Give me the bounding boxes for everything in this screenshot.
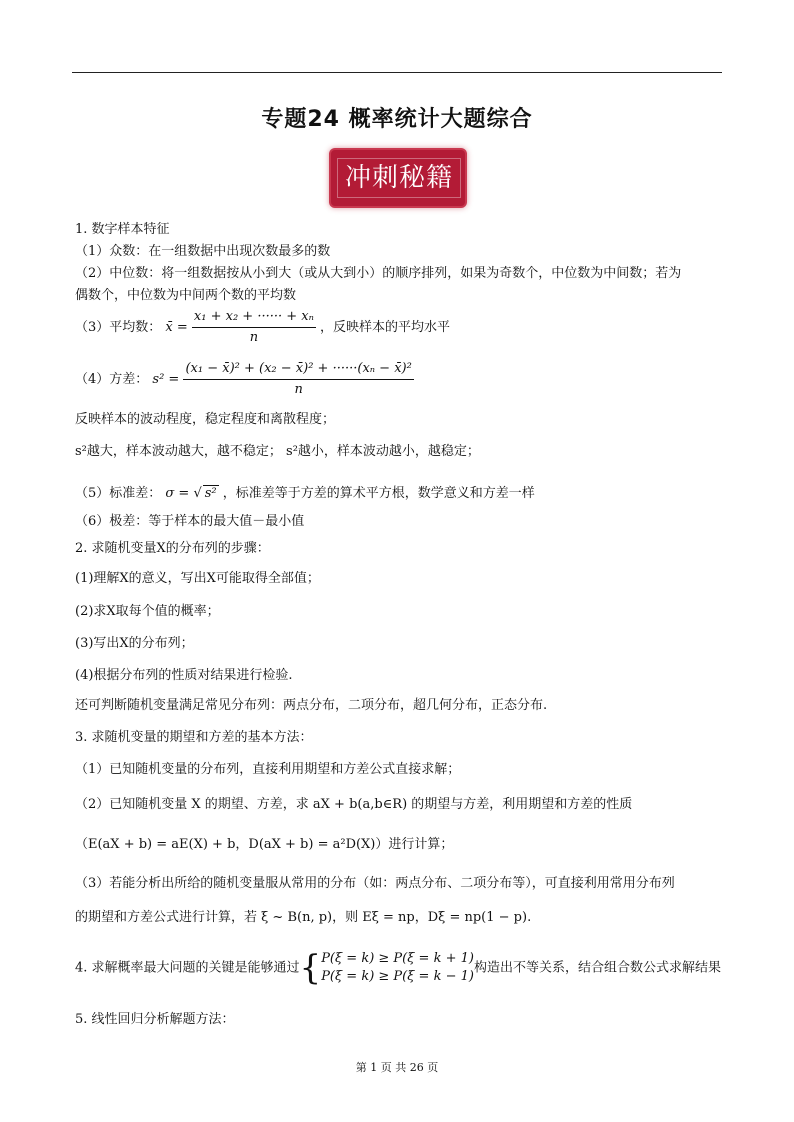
method-3-line-2: 的期望和方差公式进行计算，若 ξ ~ B(n, p)，则 Eξ = np，Dξ = np(1 − p).	[75, 910, 532, 925]
method-2-line-1: （2）已知随机变量 X 的期望、方差，求 aX + b(a,b∈R) 的期望与方差，利用期望和方差的性质	[75, 797, 633, 812]
variance-numerator: (x₁ − x̄)² + (x₂ − x̄)² + ······(xₙ − x̄)²	[183, 360, 413, 380]
distribution-note: 还可判断随机变量满足常见分布列：两点分布，二项分布，超几何分布，正态分布.	[75, 698, 548, 713]
variance-formula-line	[75, 360, 414, 399]
page-footer: 第 1 页 共 26 页	[355, 1061, 439, 1074]
method-3-line-1: （3）若能分析出所给的随机变量服从常用的分布（如：两点分布、二项分布等），可直接利用常用分布列	[75, 876, 675, 891]
header-rule	[72, 72, 722, 73]
mean-label: （3）平均数：	[75, 320, 162, 335]
mode-line: （1）众数：在一组数据中出现次数最多的数	[75, 244, 331, 259]
std-line	[75, 485, 535, 502]
inequality-row-1: P(ξ = k) ≥ P(ξ = k + 1)	[321, 951, 474, 966]
std-label: （5）标准差：	[75, 486, 162, 501]
mean-lhs: x̄ =	[165, 320, 188, 335]
step-2: (2)求X取每个值的概率；	[75, 604, 220, 619]
page-title: 专题24 概率统计大题综合	[261, 107, 533, 132]
median-line-1: （2）中位数：将一组数据按从小到大（或从大到小）的顺序排列，如果为奇数个，中位数为中间数；若为	[75, 266, 682, 281]
median-line-2: 偶数个，中位数为中间两个数的平均数	[75, 288, 297, 303]
step-4: (4)根据分布列的性质对结果进行检验.	[75, 668, 293, 683]
section-4-line	[75, 950, 721, 986]
variance-compare-line	[75, 444, 480, 460]
variance-label: （4）方差：	[75, 372, 149, 387]
section-3-heading: 3. 求随机变量的期望和方差的基本方法：	[75, 730, 313, 745]
section-4-tail: 构造出不等关系，结合组合数公式求解结果	[473, 960, 721, 976]
variance-denominator: n	[294, 382, 303, 397]
section-1-heading: 1. 数字样本特征	[75, 222, 170, 237]
mean-denominator: n	[249, 330, 259, 345]
stamp-text: 冲刺秘籍	[337, 158, 461, 198]
variance-small: s²越小，样本波动越小，越稳定；	[286, 444, 480, 459]
mean-formula-line	[75, 308, 450, 347]
std-tail: ，标准差等于方差的算术平方根，数学意义和方差一样	[222, 486, 535, 501]
variance-note: 反映样本的波动程度，稳定程度和离散程度；	[75, 412, 336, 427]
std-lhs: σ = √	[165, 486, 202, 501]
variance-fraction	[183, 360, 413, 399]
brace-symbol: {	[299, 948, 322, 988]
title-stamp	[331, 150, 465, 206]
mean-numerator: x₁ + x₂ + ······ + xₙ	[192, 308, 316, 328]
inequality-system	[321, 950, 474, 986]
section-2-heading: 2. 求随机变量X的分布列的步骤：	[75, 541, 270, 556]
method-2-line-2: （E(aX + b) = aE(X) + b，D(aX + b) = a²D(X)）进行计算；	[75, 837, 454, 852]
section-5-heading: 5. 线性回归分析解题方法：	[75, 1012, 235, 1027]
variance-lhs: s² =	[152, 372, 180, 387]
step-1: (1)理解X的意义，写出X可能取得全部值；	[75, 571, 320, 586]
section-4-lead: 4. 求解概率最大问题的关键是能够通过	[75, 960, 300, 976]
mean-fraction	[192, 308, 316, 347]
range-line: （6）极差：等于样本的最大值－最小值	[75, 514, 305, 529]
std-radicand: s²	[204, 486, 217, 501]
method-1: （1）已知随机变量的分布列，直接利用期望和方差公式直接求解；	[75, 762, 461, 777]
mean-tail: ，反映样本的平均水平	[320, 320, 451, 335]
step-3: (3)写出X的分布列；	[75, 636, 194, 651]
variance-big: s²越大，样本波动越大，越不稳定；	[75, 444, 282, 459]
inequality-row-2: P(ξ = k) ≥ P(ξ = k − 1)	[321, 969, 474, 984]
